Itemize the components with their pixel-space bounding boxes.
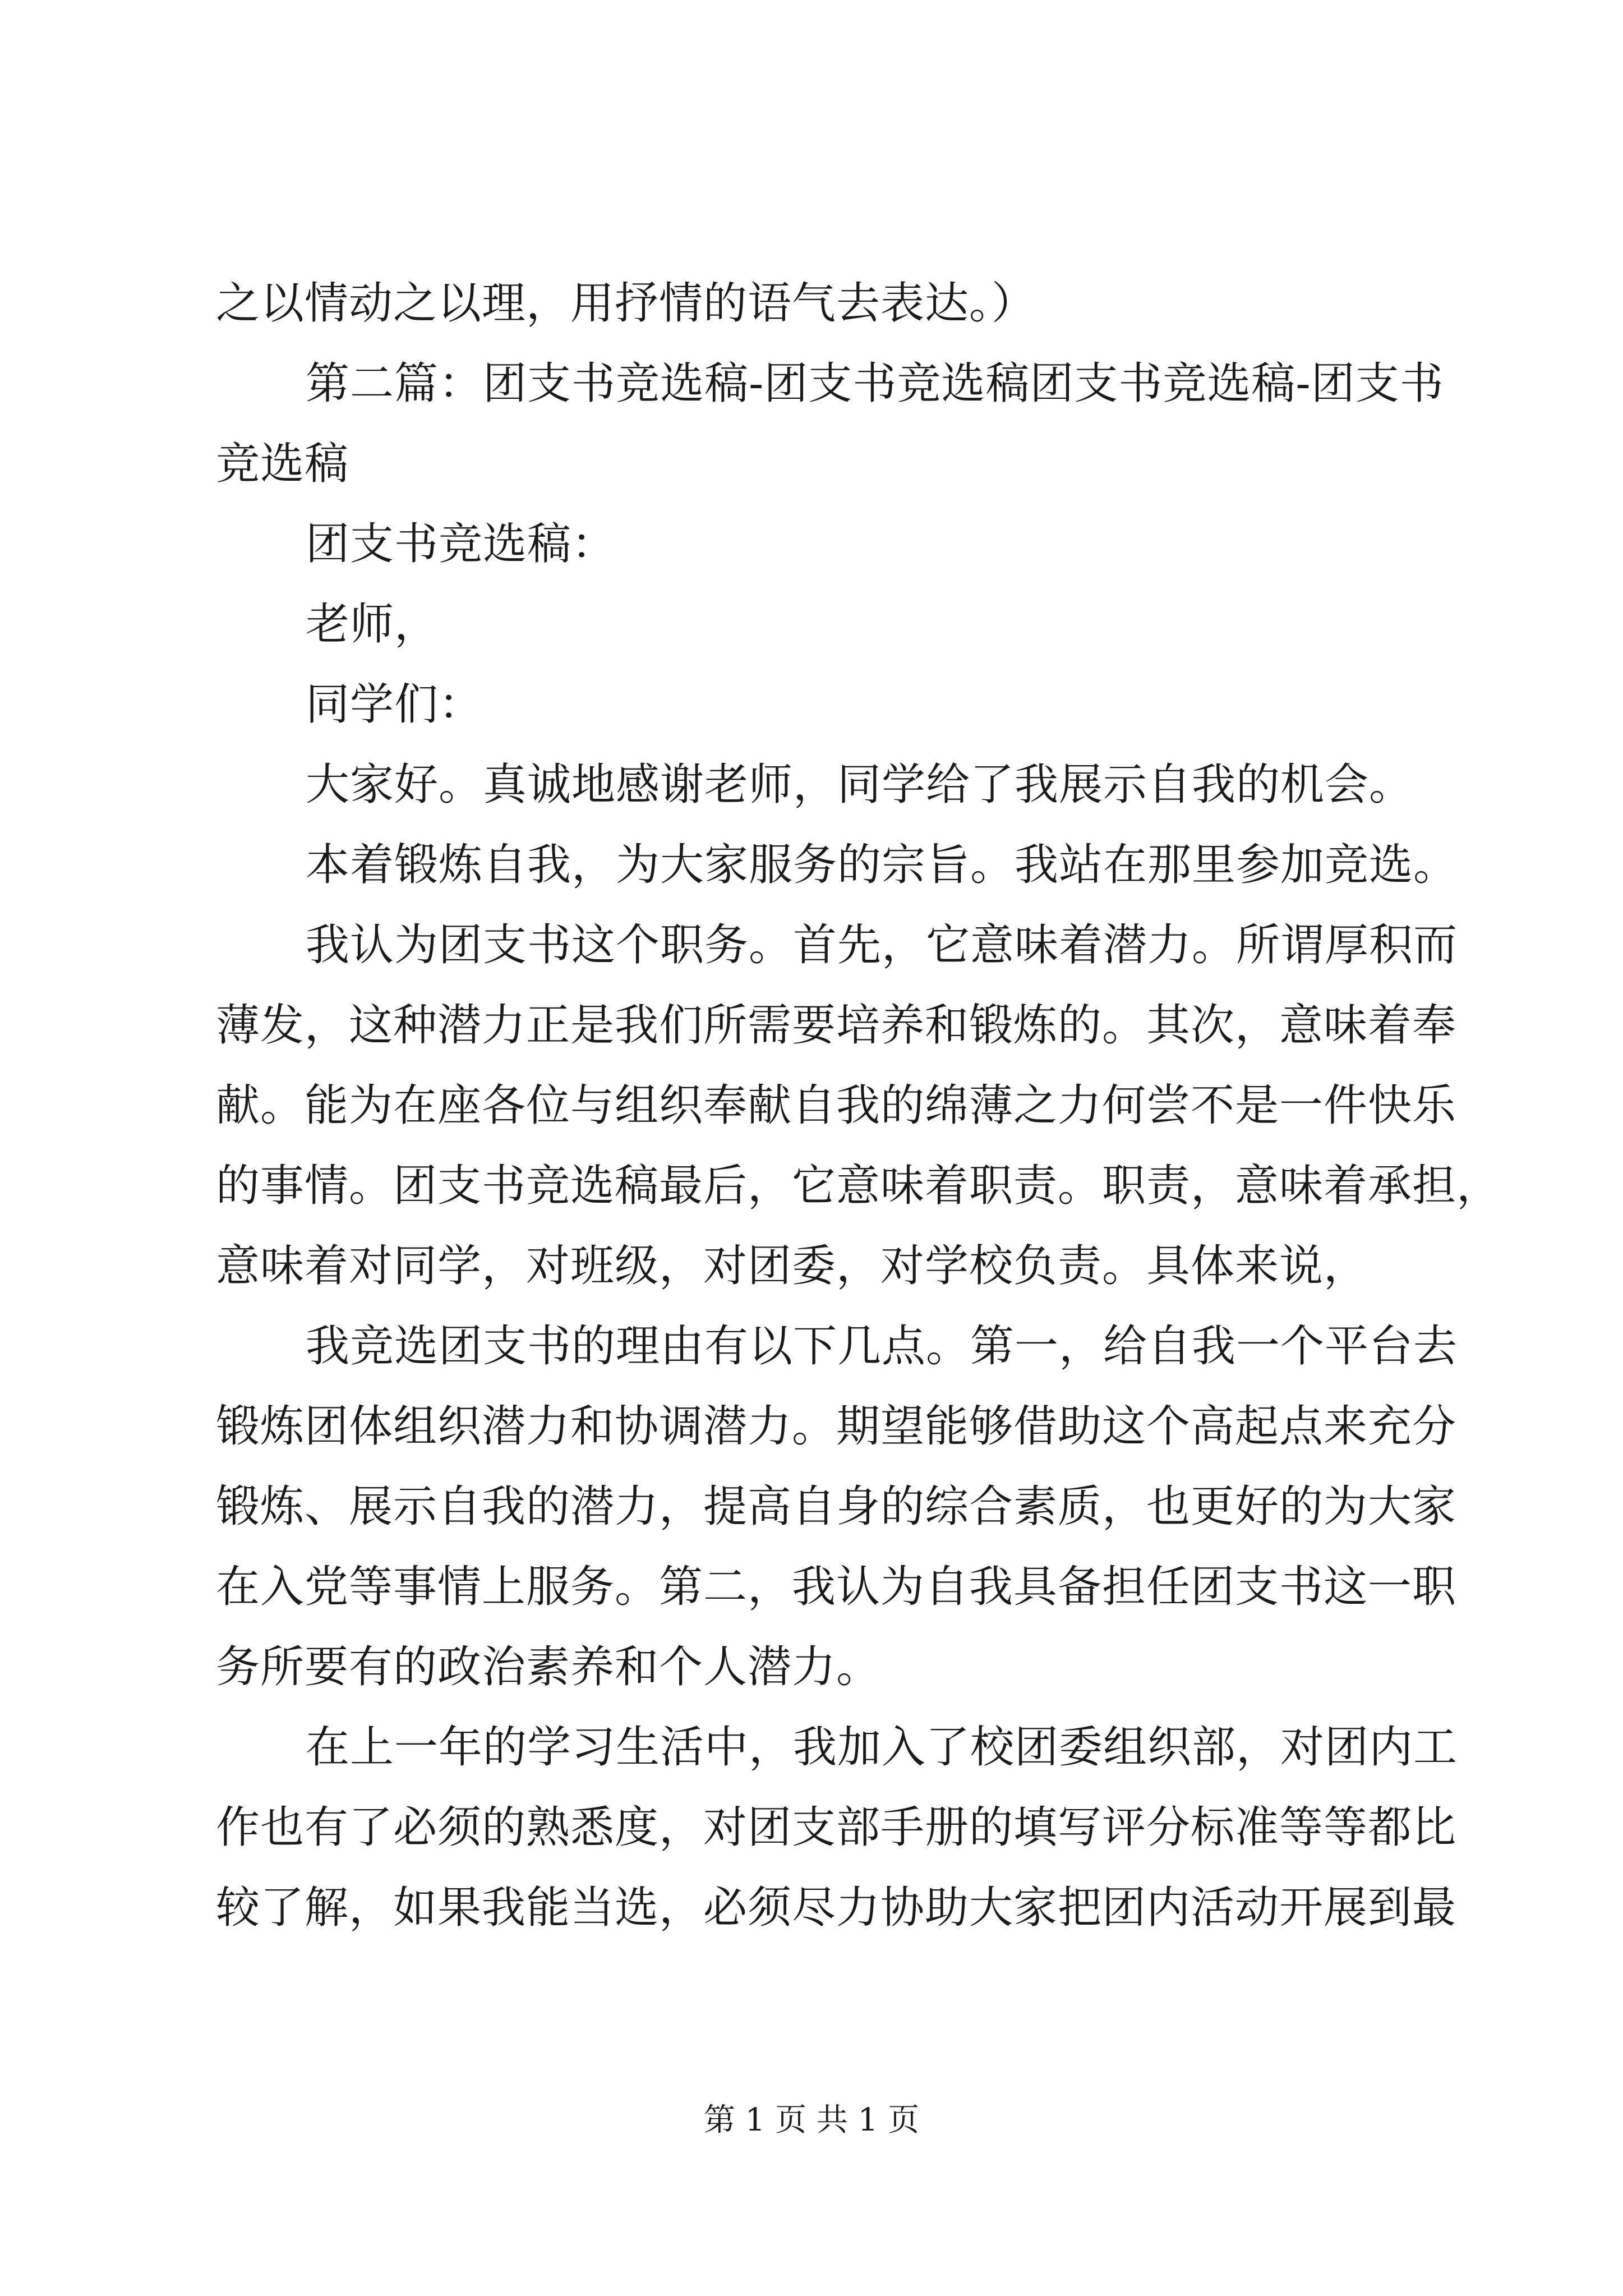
text-line: 我竞选团支书的理由有以下几点。第一，给自我一个平台去 — [306, 1321, 1458, 1372]
text-line: 同学们： — [306, 679, 483, 730]
text-line: 第二篇：团支书竞选稿-团支书竞选稿团支书竞选稿-团支书 — [306, 358, 1444, 409]
text-line: 锻炼、展示自我的潜力，提高自身的综合素质，也更好的为大家 — [216, 1481, 1457, 1532]
text-line: 作也有了必须的熟悉度，对团支部手册的填写评分标准等等都比 — [216, 1802, 1457, 1853]
page-footer: 第 1 页 共 1 页 — [703, 2102, 920, 2138]
text-line: 薄发，这种潜力正是我们所需要培养和锻炼的。其次，意味着奉 — [216, 1000, 1457, 1051]
text-line: 竞选稿 — [216, 439, 349, 489]
text-line: 本着锻炼自我，为大家服务的宗旨。我站在那里参加竞选。 — [306, 840, 1458, 890]
text-line: 大家好。真诚地感谢老师，同学给了我展示自我的机会。 — [306, 760, 1414, 810]
text-line: 老师， — [306, 599, 439, 650]
text-line: 的事情。团支书竞选稿最后，它意味着职责。职责，意味着承担， — [216, 1161, 1501, 1211]
text-line: 我认为团支书这个职务。首先，它意味着潜力。所谓厚积而 — [306, 920, 1458, 970]
text-line: 在上一年的学习生活中，我加入了校团委组织部，对团内工 — [306, 1722, 1458, 1773]
text-line: 在入党等事情上服务。第二，我认为自我具备担任团支书这一职 — [216, 1562, 1457, 1612]
text-line: 献。能为在座各位与组织奉献自我的绵薄之力何尝不是一件快乐 — [216, 1080, 1457, 1131]
text-line: 意味着对同学，对班级，对团委，对学校负责。具体来说， — [216, 1241, 1368, 1291]
text-line: 较了解，如果我能当选，必须尽力协助大家把团内活动开展到最 — [216, 1883, 1457, 1933]
document-body — [216, 264, 1501, 1948]
text-line: 团支书竞选稿： — [306, 519, 616, 569]
text-line: 务所要有的政治素养和个人潜力。 — [216, 1642, 881, 1692]
text-line: 锻炼团体组织潜力和协调潜力。期望能够借助这个高起点来充分 — [216, 1401, 1457, 1452]
text-line: 之以情动之以理，用抒情的语气去表达。） — [216, 278, 1036, 329]
